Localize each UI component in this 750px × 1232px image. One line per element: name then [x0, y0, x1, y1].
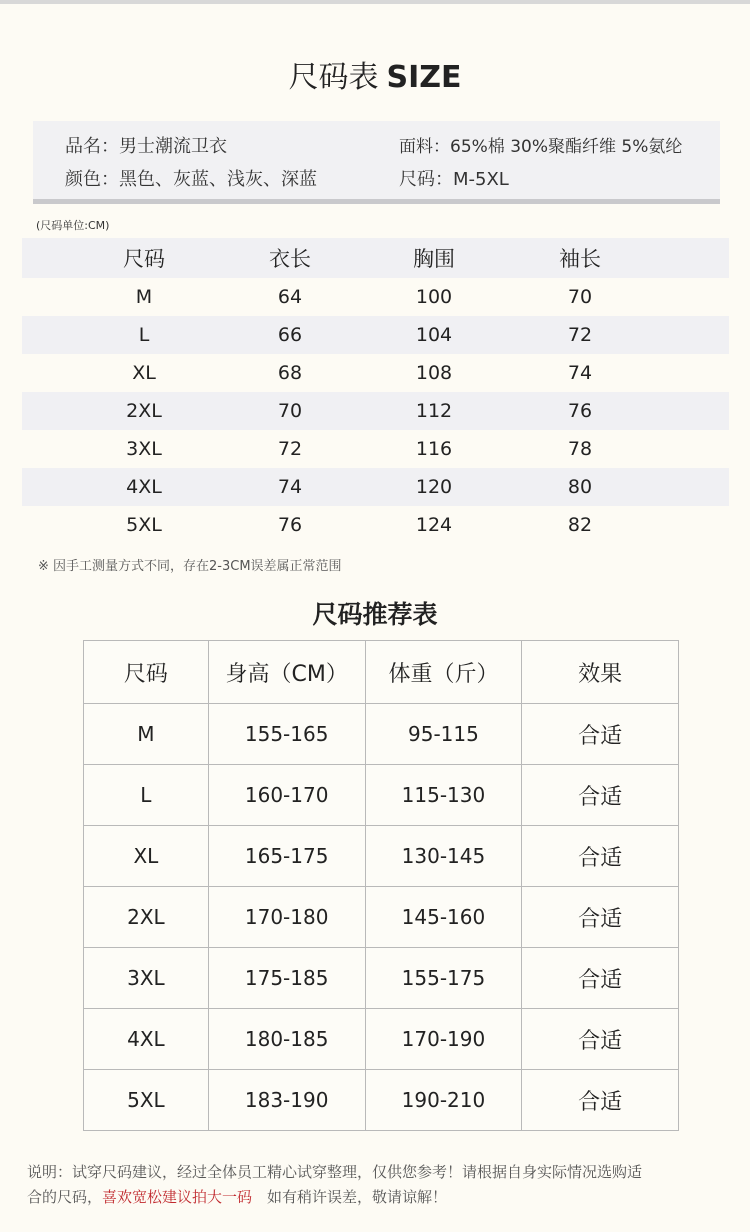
rec-cell: 115-130 — [365, 765, 522, 826]
size-table-row — [22, 354, 729, 392]
size-cell: 74 — [567, 362, 593, 384]
size-cell: 70 — [567, 286, 593, 308]
product-info-panel — [33, 121, 720, 199]
size-cell: 80 — [567, 476, 593, 498]
rec-header-cell: 尺码 — [84, 641, 209, 704]
size-cell: 100 — [415, 286, 453, 308]
rec-cell: 合适 — [522, 1009, 679, 1070]
size-header-cell: 尺码 — [123, 247, 165, 271]
size-cell: 78 — [567, 438, 593, 460]
size-table-row — [22, 392, 729, 430]
rec-cell: 3XL — [84, 948, 209, 1009]
rec-cell: 155-175 — [365, 948, 522, 1009]
product-name — [65, 132, 227, 158]
title-cn: 尺码表 — [288, 60, 379, 95]
rec-cell: 合适 — [522, 765, 679, 826]
info-panel-bar — [33, 199, 720, 204]
rec-cell: 4XL — [84, 1009, 209, 1070]
size-cell: 76 — [567, 400, 593, 422]
footer-line-1: 说明：试穿尺码建议，经过全体员工精心试穿整理，仅供您参考！请根据自身实际情况选购适 — [27, 1163, 643, 1181]
size-table-row — [22, 430, 729, 468]
recommendation-row — [84, 1009, 679, 1070]
size-cell: 108 — [415, 362, 453, 384]
recommendation-row — [84, 887, 679, 948]
rec-cell: XL — [84, 826, 209, 887]
size-table-row — [22, 278, 729, 316]
recommendation-header-row — [84, 641, 679, 704]
size-table-row — [22, 468, 729, 506]
recommendation-row — [84, 1070, 679, 1131]
recommendation-row — [84, 948, 679, 1009]
size-cell: 2XL — [126, 400, 162, 422]
size-cell: XL — [132, 362, 156, 384]
size-table-header — [22, 238, 729, 278]
size-cell: 68 — [277, 362, 303, 384]
size-table-row — [22, 316, 729, 354]
rec-cell: M — [84, 704, 209, 765]
rec-cell: 175-185 — [208, 948, 365, 1009]
rec-cell: 合适 — [522, 1070, 679, 1131]
rec-cell: 170-190 — [365, 1009, 522, 1070]
size-cell: L — [138, 324, 150, 346]
size-cell: 66 — [277, 324, 303, 346]
rec-cell: 165-175 — [208, 826, 365, 887]
product-name-label: 品名： — [65, 136, 119, 157]
size-cell: 124 — [415, 514, 453, 536]
footer-line-2-pre: 合的尺码， — [27, 1188, 103, 1206]
rec-cell: 145-160 — [365, 887, 522, 948]
footer-line-2 — [27, 1185, 732, 1210]
rec-cell: 130-145 — [365, 826, 522, 887]
product-name-value: 男士潮流卫衣 — [119, 136, 227, 157]
rec-header-cell: 体重（斤） — [365, 641, 522, 704]
rec-header-cell: 身高（CM） — [208, 641, 365, 704]
size-header-cell: 衣长 — [269, 247, 311, 271]
footer-line-2-post: 如有稍许误差，敬请谅解！ — [252, 1188, 448, 1206]
product-fabric-value: 65%棉 30%聚酯纤维 5%氨纶 — [450, 137, 683, 157]
footer-highlight: 喜欢宽松建议拍大一码 — [102, 1188, 253, 1206]
recommendation-row — [84, 704, 679, 765]
product-colors-label: 颜色： — [65, 169, 119, 190]
product-colors-value: 黑色、灰蓝、浅灰、深蓝 — [119, 169, 317, 190]
product-fabric-label: 面料： — [399, 137, 450, 157]
size-cell: 5XL — [126, 514, 162, 536]
product-size-label: 尺码： — [399, 169, 453, 190]
size-cell: 72 — [277, 438, 303, 460]
page-title — [0, 52, 750, 96]
rec-cell: 170-180 — [208, 887, 365, 948]
recommendation-row — [84, 826, 679, 887]
size-cell: M — [135, 286, 153, 308]
rec-cell: 2XL — [84, 887, 209, 948]
size-cell: 116 — [415, 438, 453, 460]
size-header-cell: 胸围 — [413, 247, 455, 271]
rec-cell: 95-115 — [365, 704, 522, 765]
size-cell: 4XL — [126, 476, 162, 498]
rec-cell: 180-185 — [208, 1009, 365, 1070]
size-table — [22, 238, 729, 544]
rec-cell: 合适 — [522, 826, 679, 887]
size-table-row — [22, 506, 729, 544]
recommendation-title: 尺码推荐表 — [312, 600, 438, 629]
size-cell: 72 — [567, 324, 593, 346]
product-size-range — [399, 165, 509, 191]
rec-cell: 合适 — [522, 704, 679, 765]
unit-note: (尺码单位:CM) — [36, 219, 110, 232]
size-cell: 74 — [277, 476, 303, 498]
rec-cell: 合适 — [522, 887, 679, 948]
product-fabric — [399, 132, 682, 157]
size-cell: 70 — [277, 400, 303, 422]
recommendation-row — [84, 765, 679, 826]
size-cell: 104 — [415, 324, 453, 346]
size-cell: 3XL — [126, 438, 162, 460]
rec-cell: 183-190 — [208, 1070, 365, 1131]
rec-cell: 5XL — [84, 1070, 209, 1131]
footer-note — [27, 1160, 732, 1210]
rec-cell: 160-170 — [208, 765, 365, 826]
size-header-cell: 袖长 — [559, 247, 601, 271]
rec-cell: L — [84, 765, 209, 826]
title-en: SIZE — [386, 60, 462, 95]
size-cell: 112 — [415, 400, 453, 422]
measurement-note: ※ 因手工测量方式不同，存在2-3CM误差属正常范围 — [38, 559, 342, 574]
product-size-value: M-5XL — [453, 169, 509, 190]
product-colors — [65, 165, 317, 191]
size-cell: 82 — [567, 514, 593, 536]
rec-cell: 190-210 — [365, 1070, 522, 1131]
size-cell: 76 — [277, 514, 303, 536]
size-cell: 120 — [415, 476, 453, 498]
rec-cell: 155-165 — [208, 704, 365, 765]
rec-cell: 合适 — [522, 948, 679, 1009]
rec-header-cell: 效果 — [522, 641, 679, 704]
top-divider — [0, 0, 750, 4]
recommendation-table — [83, 640, 679, 1131]
size-cell: 64 — [277, 286, 303, 308]
